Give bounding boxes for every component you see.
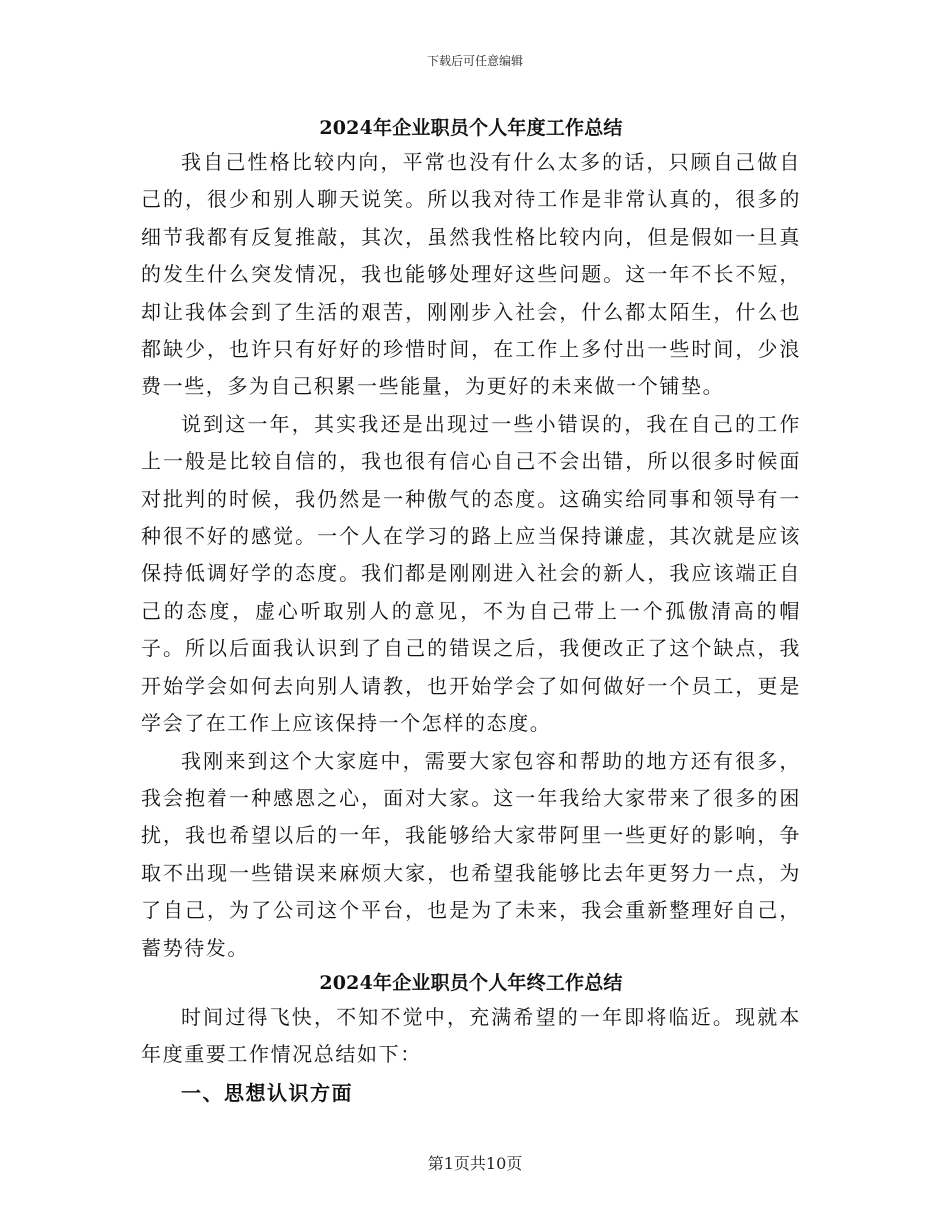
header-note: 下载后可任意编辑	[426, 54, 523, 68]
paragraph: 我自己性格比较内向，平常也没有什么太多的话，只顾自己做自己的，很少和别人聊天说笑。所以我对待工作是非常认真的，很多的细节我都有反复推敲，其次，虽然我性格比较内向，但是假如一旦真的发生什么突发情况，我也能够处理好这些问题。这一年不长不短，却让我体会到了生活的艰苦，刚刚步入社会，什么都太陌生，什么也都缺少，也许只有好好的珍惜时间，在工作上多付出一些时间，少浪费一些，多为自己积累一些能量，为更好的未来做一个铺垫。	[141, 150, 801, 399]
page-number: 第1页共10页	[427, 1154, 523, 1173]
paragraph: 说到这一年，其实我还是出现过一些小错误的，我在自己的工作上一般是比较自信的，我也很有信心自己不会出错，所以很多时候面对批判的时候，我仍然是一种傲气的态度。这确实给同事和领导有一种很不好的感觉。一个人在学习的路上应当保持谦虚，其次就是应该保持低调好学的态度。我们都是刚刚进入社会的新人，我应该端正自己的态度，虚心听取别人的意见，不为自己带上一个孤傲清高的帽子。所以后面我认识到了自己的错误之后，我便改正了这个缺点，我开始学会如何去向别人请教，也开始学会了如何做好一个员工，更是学会了在工作上应该保持一个怎样的态度。	[141, 411, 801, 736]
section-heading: 一、思想认识方面	[181, 1080, 353, 1105]
paragraph: 我刚来到这个大家庭中，需要大家包容和帮助的地方还有很多，我会抱着一种感恩之心，面对大家。这一年我给大家带来了很多的困扰，我也希望以后的一年，我能够给大家带阿里一些更好的影响，争取不出现一些错误来麻烦大家，也希望我能够比去年更努力一点，为了自己，为了公司这个平台，也是为了未来，我会重新整理好自己，蓄势待发。	[141, 748, 801, 960]
document-title-annual: 2024年企业职员个人年度工作总结	[319, 117, 623, 139]
document-body	[141, 112, 801, 1112]
paragraph: 时间过得飞快，不知不觉中，充满希望的一年即将临近。现就本年度重要工作情况总结如下：	[141, 1004, 801, 1067]
document-title-year-end: 2024年企业职员个人年终工作总结	[319, 971, 623, 994]
